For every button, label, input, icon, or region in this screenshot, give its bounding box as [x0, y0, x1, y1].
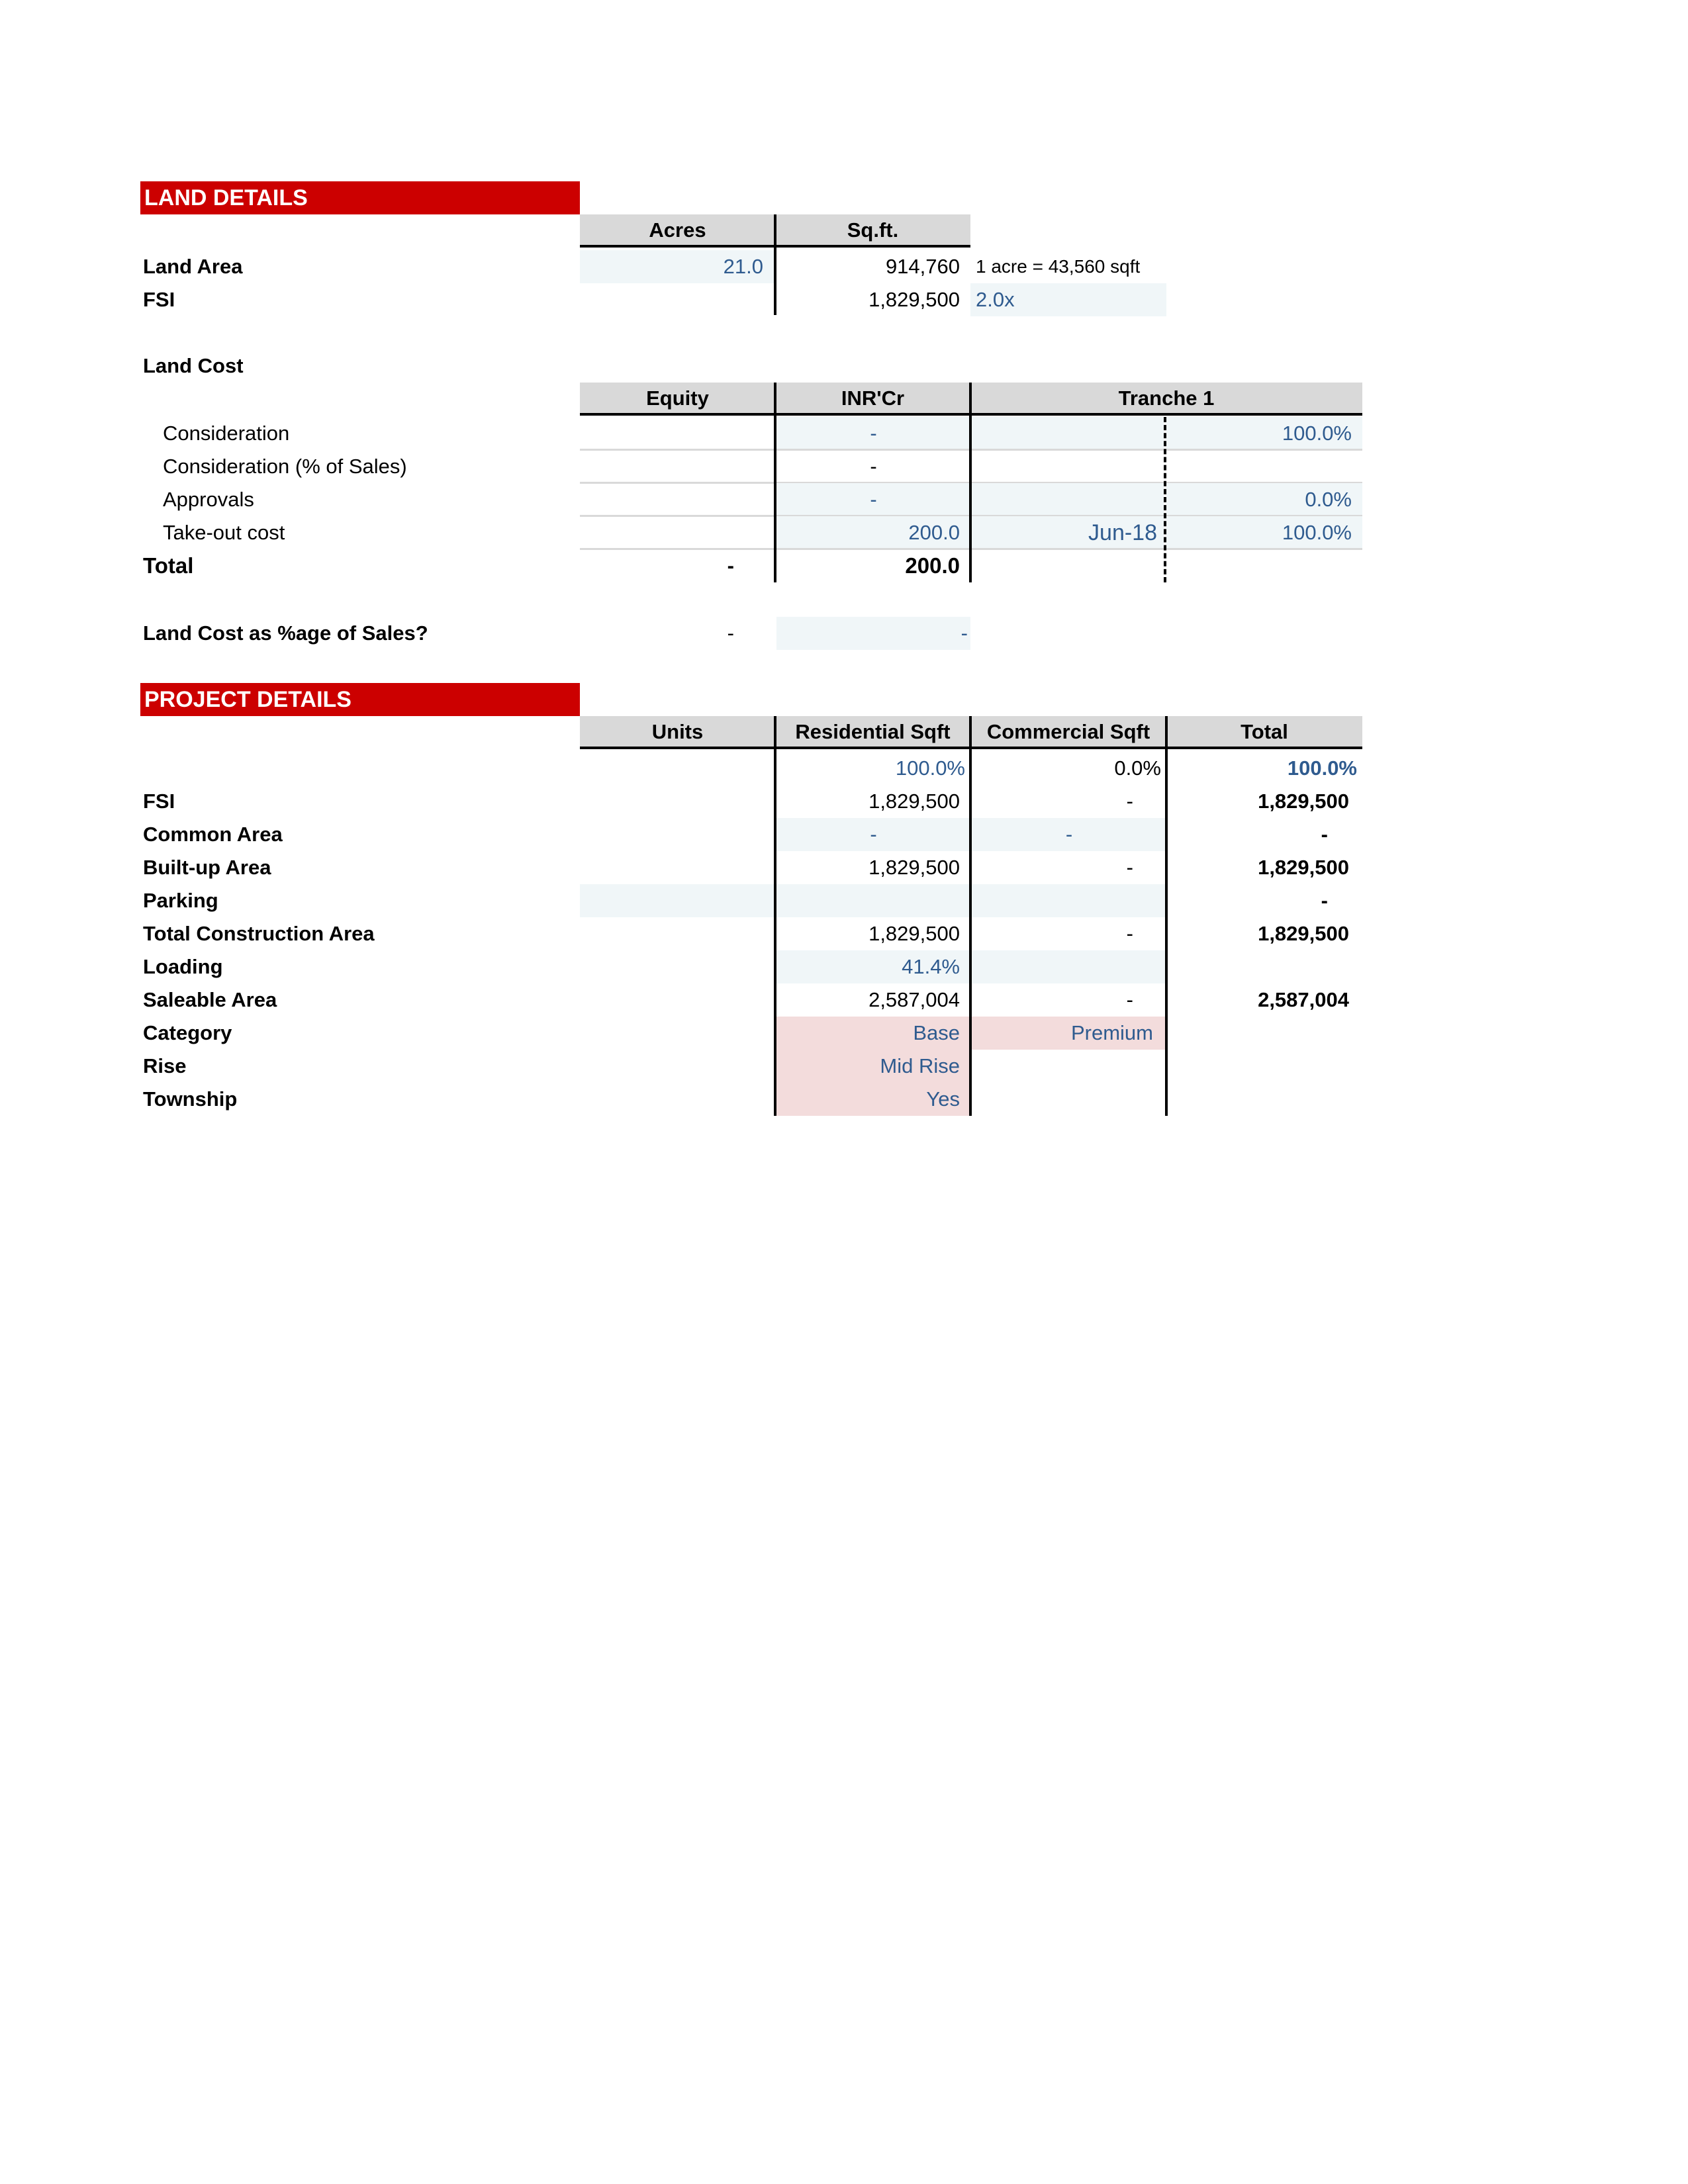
township-label: Township — [143, 1087, 238, 1111]
approvals-inr-input[interactable]: - — [870, 488, 877, 511]
total-mix-pct: 100.0% — [1287, 756, 1357, 780]
divider-units-res — [774, 716, 776, 1116]
total-construction-area-com: - — [1126, 922, 1133, 945]
fsi-label: FSI — [143, 288, 175, 311]
land-area-label: Land Area — [143, 255, 243, 278]
loading-res-input[interactable]: 41.4% — [776, 950, 970, 983]
township-res-select[interactable]: Yes — [776, 1083, 970, 1116]
land-area-acres-input[interactable]: 21.0 — [580, 250, 774, 283]
category-label: Category — [143, 1021, 232, 1044]
consideration-inr-input[interactable]: - — [870, 422, 877, 445]
fsi-sqft: 1,829,500 — [868, 288, 960, 311]
land-cost-total-label: Total — [143, 553, 194, 578]
commercial-mix-pct: 0.0% — [1114, 756, 1161, 780]
consideration-pct-input[interactable]: 100.0% — [1166, 417, 1362, 450]
project-fsi-label: FSI — [143, 790, 175, 813]
land-cost-total-equity: - — [727, 554, 734, 577]
saleable-area-com: - — [1126, 988, 1133, 1011]
divider-inr-tranche — [969, 383, 972, 582]
col-header-equity: Equity — [580, 383, 775, 416]
col-header-residential: Residential Sqft — [775, 716, 970, 749]
total-construction-area-total: 1,829,500 — [1258, 922, 1349, 945]
fsi-multiple-input[interactable]: 2.0x — [970, 283, 1166, 316]
loading-label: Loading — [143, 955, 223, 978]
built-up-area-total: 1,829,500 — [1258, 856, 1349, 879]
col-header-inr: INR'Cr — [775, 383, 970, 416]
consideration-date-input[interactable] — [972, 417, 1164, 450]
residential-mix-pct[interactable]: 100.0% — [895, 756, 965, 780]
project-fsi-com: - — [1126, 790, 1133, 813]
divider-res-com — [969, 716, 972, 1116]
project-details-header: PROJECT DETAILS — [140, 683, 580, 716]
approvals-date-input[interactable] — [972, 483, 1164, 516]
parking-total: - — [1321, 889, 1328, 912]
common-area-total: - — [1321, 823, 1328, 846]
land-cost-pct-sales-label: Land Cost as %age of Sales? — [143, 621, 428, 645]
consideration-pct-sales-inr: - — [870, 455, 877, 478]
rise-label: Rise — [143, 1054, 187, 1077]
parking-res-input[interactable] — [776, 884, 970, 917]
total-construction-area-label: Total Construction Area — [143, 922, 375, 945]
saleable-area-res: 2,587,004 — [868, 988, 960, 1011]
col-header-sqft: Sq.ft. — [775, 214, 970, 248]
built-up-area-label: Built-up Area — [143, 856, 271, 879]
common-area-label: Common Area — [143, 823, 283, 846]
land-cost-pct-sales-input[interactable]: - — [776, 617, 970, 650]
total-construction-area-res: 1,829,500 — [868, 922, 960, 945]
common-area-res-input[interactable]: - — [776, 818, 970, 851]
parking-com-input[interactable] — [972, 884, 1166, 917]
col-header-units: Units — [580, 716, 775, 749]
col-header-total: Total — [1166, 716, 1362, 749]
consideration-pct-sales-label: Consideration (% of Sales) — [163, 455, 407, 478]
parking-units-input[interactable] — [580, 884, 774, 917]
land-cost-title: Land Cost — [143, 354, 244, 377]
col-header-tranche: Tranche 1 — [970, 383, 1362, 416]
takeout-cost-date-input[interactable]: Jun-18 — [972, 516, 1164, 549]
col-header-commercial: Commercial Sqft — [970, 716, 1166, 749]
approvals-label: Approvals — [163, 488, 254, 511]
saleable-area-label: Saleable Area — [143, 988, 277, 1011]
land-details-header: LAND DETAILS — [140, 181, 580, 214]
land-area-sqft: 914,760 — [885, 255, 960, 278]
project-fsi-res: 1,829,500 — [868, 790, 960, 813]
takeout-cost-pct-input[interactable]: 100.0% — [1166, 516, 1362, 549]
divider-tranche-dashed — [1164, 417, 1166, 582]
divider-com-total — [1165, 716, 1168, 1116]
rise-res-select[interactable]: Mid Rise — [776, 1050, 970, 1083]
col-header-acres: Acres — [580, 214, 775, 248]
built-up-area-res: 1,829,500 — [868, 856, 960, 879]
loading-com-input[interactable] — [972, 950, 1166, 983]
land-cost-pct-sales-equity: - — [727, 621, 734, 645]
built-up-area-com: - — [1126, 856, 1133, 879]
acre-conversion-note: 1 acre = 43,560 sqft — [976, 256, 1141, 277]
category-res-select[interactable]: Base — [776, 1017, 970, 1050]
approvals-pct-input[interactable]: 0.0% — [1166, 483, 1362, 516]
takeout-cost-inr-input[interactable]: 200.0 — [776, 516, 970, 549]
parking-label: Parking — [143, 889, 218, 912]
project-fsi-total: 1,829,500 — [1258, 790, 1349, 813]
common-area-com-input[interactable]: - — [972, 818, 1166, 851]
category-com-select[interactable]: Premium — [972, 1017, 1166, 1050]
consideration-label: Consideration — [163, 422, 290, 445]
divider-equity-inr — [774, 383, 776, 582]
land-cost-total-inr: 200.0 — [905, 553, 960, 578]
saleable-area-total: 2,587,004 — [1258, 988, 1349, 1011]
takeout-cost-label: Take-out cost — [163, 521, 285, 544]
